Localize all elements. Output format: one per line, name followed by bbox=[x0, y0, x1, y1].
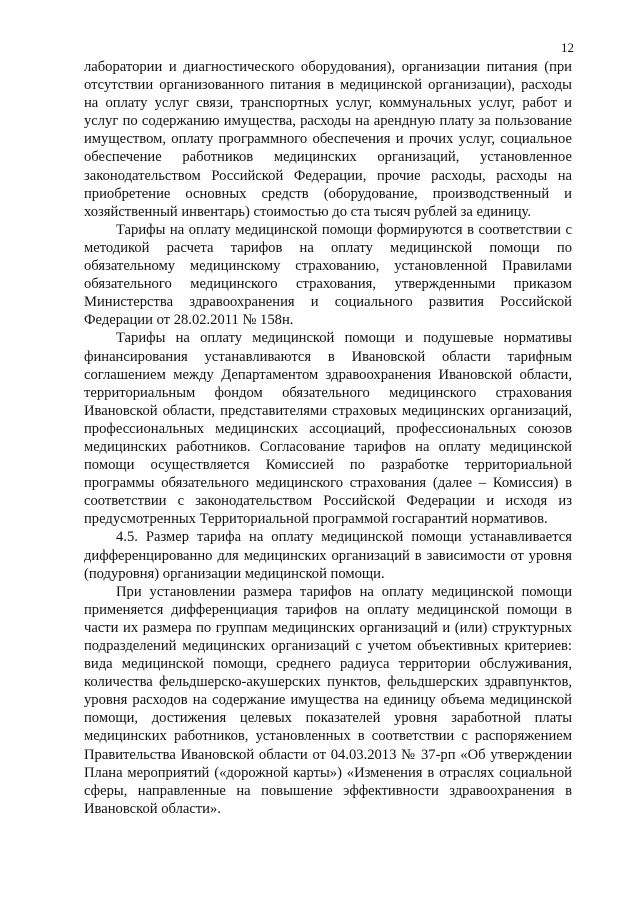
page-number: 12 bbox=[561, 40, 574, 55]
paragraph-tariff-agreement: Тарифы на оплату медицинской помощи и подушевые нормативы финансирования устанавливаются в Ивановской области тарифным соглашением между Департаментом здравоохранения Ивановской области, территориальным фондом обязательного медицинского страхования Ивановской области, представителями страховых медицинских организаций, профессиональных медицинских ассоциаций, профессиональных союзов медицинских работников. Согласование тарифов на оплату медицинской помощи осуществляется Комиссией по разработке территориальной программы обязательного медицинского страхования (далее – Комиссия) в соответствии с законодательством Российской Федерации и исходя из предусмотренных Территориальной программой госгарантий нормативов. bbox=[84, 330, 572, 528]
paragraph-tariff-formation: Тарифы на оплату медицинской помощи формируются в соответствии с методикой расчета тарифов на оплату медицинской помощи по обязательному медицинскому страхованию, установленной Правилами обязательного медицинского страхования, утвержденными приказом Министерства здравоохранения и социального развития Российской Федерации от 28.02.2011 № 158н. bbox=[84, 221, 572, 329]
paragraph-tariff-differentiation: При установлении размера тарифов на оплату медицинской помощи применяется дифференциация тарифов на оплату медицинской помощи в части их размера по группам медицинских организаций и (или) структурных подразделений медицинских организаций с учетом объективных критериев: вида медицинской помощи, среднего радиуса территории обслуживания, количества фельдшерско-акушерских пунктов, фельдшерских здравпунктов, уровня расходов на содержание имущества на единицу объема медицинской помощи, достижения целевых показателей уровня заработной платы медицинских работников, установленных в соответствии с распоряжением Правительства Ивановской области от 04.03.2013 № 37-рп «Об утверждении Плана мероприятий («дорожной карты») «Изменения в отраслях социальной сферы, направленные на повышение эффективности здравоохранения в Ивановской области». bbox=[84, 583, 572, 817]
document-body bbox=[84, 58, 572, 818]
paragraph-section-4-5: 4.5. Размер тарифа на оплату медицинской помощи устанавливается дифференцированно для медицинских организаций в зависимости от уровня (подуровня) организации медицинской помощи. bbox=[84, 529, 572, 582]
paragraph-expenses-continuation: лаборатории и диагностического оборудования), организации питания (при отсутствии организованного питания в медицинской организации), расходы на оплату услуг связи, транспортных услуг, коммунальных услуг, работ и услуг по содержанию имущества, расходы на арендную плату за пользование имуществом, оплату программного обеспечения и прочих услуг, социальное обеспечение работников медицинских организаций, установленное законодательством Российской Федерации, прочие расходы, расходы на приобретение основных средств (оборудование, производственный и хозяйственный инвентарь) стоимостью до ста тысяч рублей за единицу. bbox=[84, 59, 572, 220]
